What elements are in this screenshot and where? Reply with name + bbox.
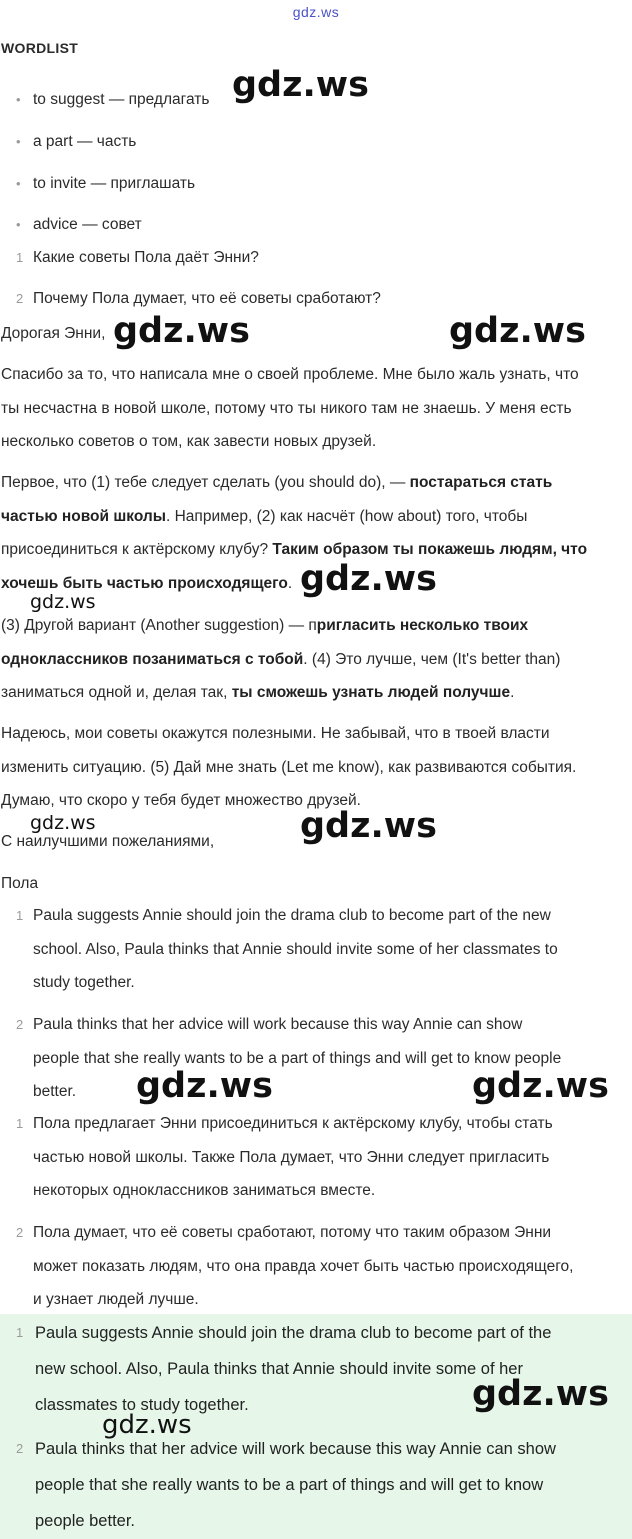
watermark: gdz.ws xyxy=(232,65,369,105)
answer-ru-2: 2 Пола думает, что её советы сработают, потому что таким образом Энни может показать людям, что она правда хочет быть частью происходящего, и узнает людей лучше. xyxy=(16,1224,574,1308)
top-watermark: gdz.ws xyxy=(292,4,340,20)
answer-en-2: 2 Paula thinks that her advice will work because this way Annie can show people that she really wants to be a part of things and will get to know people better. xyxy=(16,1016,562,1100)
bullet-icon: • xyxy=(16,92,21,107)
letter-signature: Пола xyxy=(1,875,39,892)
wordlist-item: • advice — совет xyxy=(16,216,142,233)
letter-closing: С наилучшими пожеланиями, xyxy=(1,833,215,850)
bullet-icon: • xyxy=(16,217,21,232)
watermark: gdz.ws xyxy=(472,1374,609,1414)
letter-paragraph-3: (3) Другой вариант (Another suggestion) — пригласить несколько твоих одноклассников позаниматься с тобой. (4) Это лучше, чем (It's better than) заниматься одной и, делая так, ты сможешь узнать людей получше. xyxy=(1,617,561,701)
answer-highlight-2: 2 Paula thinks that her advice will work because this way Annie can show people that she really wants to be a part of things and will get to know people better. xyxy=(16,1440,556,1530)
watermark: gdz.ws xyxy=(300,806,437,846)
letter-paragraph-1: Спасибо за то, что написала мне о своей проблеме. Мне было жаль узнать, что ты несчастна в новой школе, потому что ты никого там не знаешь. У меня есть несколько советов о том, как завести новых друзей. xyxy=(1,366,579,450)
watermark: gdz.ws xyxy=(449,311,586,351)
watermark: gdz.ws xyxy=(300,559,437,599)
question-item: 1 Какие советы Пола даёт Энни? xyxy=(16,249,259,266)
watermark: gdz.ws xyxy=(102,1410,192,1440)
wordlist-item: • to invite — приглашать xyxy=(16,175,196,192)
bullet-icon: • xyxy=(16,134,21,149)
wordlist-item: • a part — часть xyxy=(16,133,137,150)
watermark: gdz.ws xyxy=(136,1066,273,1106)
wordlist-title: WORDLIST xyxy=(1,40,79,56)
watermark: gdz.ws xyxy=(472,1066,609,1106)
answer-highlight-1: 1 Paula suggests Annie should join the drama club to become part of the new school. Also, Paula thinks that Annie should invite some of her classmates to study together. xyxy=(16,1324,552,1414)
answer-en-1: 1 Paula suggests Annie should join the drama club to become part of the new school. Also, Paula thinks that Annie should invite some of her classmates to study together. xyxy=(16,907,558,991)
letter-paragraph-2: Первое, что (1) тебе следует сделать (you should do), — постараться стать частью новой школы. Например, (2) как насчёт (how about) того, чтобы присоединиться к актёрскому клубу? Таким образом ты покажешь людям, что хочешь быть частью происходящего. xyxy=(1,474,588,592)
bullet-icon: • xyxy=(16,176,21,191)
letter-paragraph-4: Надеюсь, мои советы окажутся полезными. Не забывай, что в твоей власти изменить ситуацию. (5) Дай мне знать (Let me know), как развиваются события. Думаю, что скоро у тебя будет множество друзей. xyxy=(1,725,577,809)
answer-ru-1: 1 Пола предлагает Энни присоединиться к актёрскому клубу, чтобы стать частью новой школы. Также Пола думает, что Энни следует пригласить некоторых одноклассников заниматься вместе. xyxy=(16,1115,553,1199)
wordlist-item: • to suggest — предлагать xyxy=(16,91,210,108)
watermark: gdz.ws xyxy=(30,591,96,613)
watermark: gdz.ws xyxy=(30,812,96,834)
letter-greeting: Дорогая Энни, xyxy=(1,325,106,342)
watermark: gdz.ws xyxy=(113,311,250,351)
question-item: 2 Почему Пола думает, что её советы сработают? xyxy=(16,290,381,307)
